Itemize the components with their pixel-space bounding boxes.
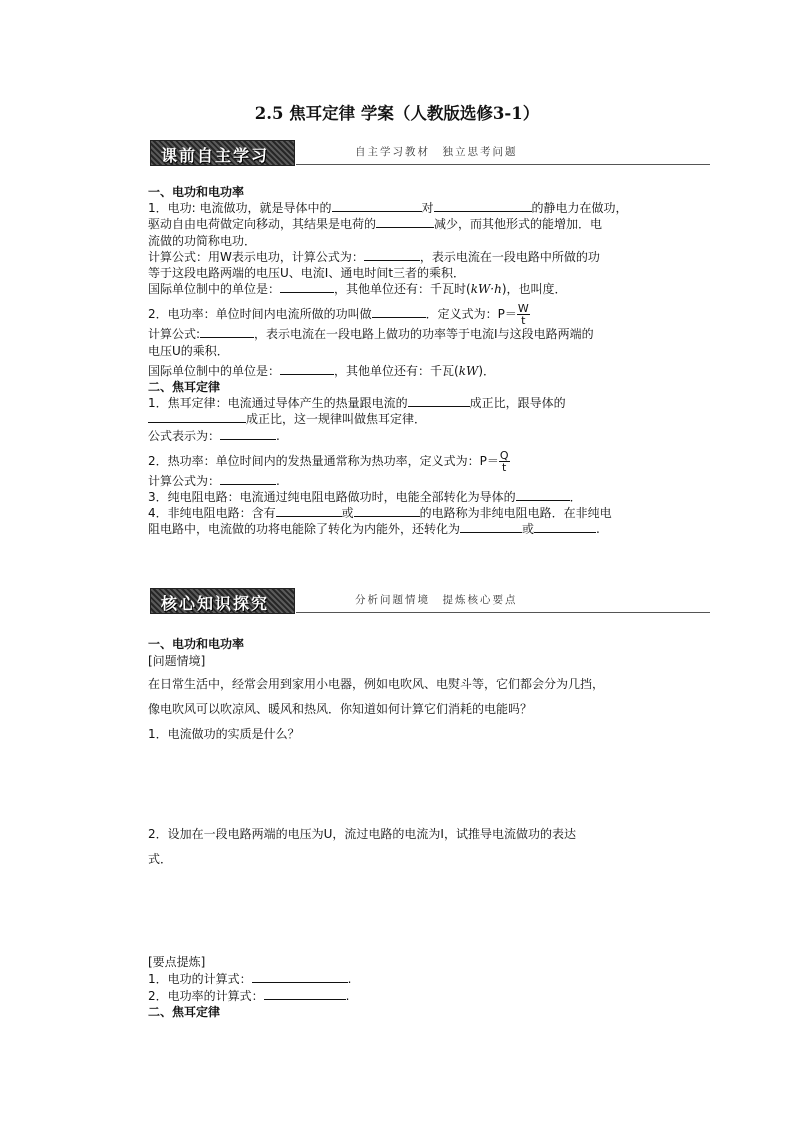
blank-field[interactable] xyxy=(372,306,426,318)
blank-field[interactable] xyxy=(276,505,342,517)
text-line: 阻电路中，电流做的功将电能除了转化为内能外，还转化为 或 . xyxy=(148,522,600,537)
blank-field[interactable] xyxy=(460,521,522,533)
blank-field[interactable] xyxy=(434,200,532,212)
section-heading: 二、焦耳定律 xyxy=(148,380,221,395)
text-line: 流做的功简称电功． xyxy=(148,233,257,248)
text-line: 1．焦耳定律：电流通过导体产生的热量跟电流的 成正比，跟导体的 xyxy=(148,396,566,411)
text-line: 国际单位制中的单位是： ，其他单位还有：千瓦(kW)． xyxy=(148,363,495,378)
section-heading: 一、电功和电功率 xyxy=(148,637,245,651)
blank-field[interactable] xyxy=(332,200,422,212)
blank-field[interactable] xyxy=(408,395,470,407)
problem-text xyxy=(148,672,688,747)
text-line: 国际单位制中的单位是： ，其他单位还有：千瓦时(kW·h)，也叫度． xyxy=(148,282,567,297)
text-line: 计算公式：用W表示电功，计算公式为： ，表示电流在一段电路中所做的功 xyxy=(148,249,600,264)
text-line: 计算公式: ，表示电流在一段电路上做功的功率等于电流I与这段电路两端的 xyxy=(148,327,594,342)
question-2: 2．设加在一段电路两端的电压为U，流过电路的电流为I，试推导电流做功的表达 xyxy=(148,827,576,841)
banner-subtitle: 分析问题情境 提炼核心要点 xyxy=(355,594,518,606)
blank-field[interactable] xyxy=(280,363,334,375)
text-line: 3．纯电阻电路：电流通过纯电阻电路做功时，电能全部转化为导体的 ． xyxy=(148,490,582,505)
problem-tag: [问题情境] xyxy=(148,653,206,668)
text-line: 像电吹风可以吹凉风、暖风和热风．你知道如何计算它们消耗的电能吗？ xyxy=(148,702,533,716)
text-line: 驱动自由电荷做定向移动，其结果是电荷的 减少，而其他形式的能增加．电 xyxy=(148,217,603,232)
text-line: 2．电功率：单位时间内电流所做的功叫做 ．定义式为：P＝ $\frac{W}{t}$ xyxy=(148,302,529,328)
blank-field[interactable] xyxy=(264,988,346,1000)
text-line: 4．非纯电阻电路：含有 或 的电路称为非纯电阻电路．在非纯电 xyxy=(148,506,612,521)
blank-field[interactable] xyxy=(252,971,348,983)
text-line: 公式表示为： . xyxy=(148,428,280,443)
blank-field[interactable] xyxy=(220,473,276,485)
section-heading: 二、焦耳定律 xyxy=(148,1005,221,1020)
section-heading: 一、电功和电功率 xyxy=(148,185,245,199)
blank-field[interactable] xyxy=(516,489,570,501)
text-line: 1．电功的计算式： . xyxy=(148,971,352,986)
text-line: 式． xyxy=(148,852,173,866)
blank-field[interactable] xyxy=(534,521,596,533)
page-title: 2.5 焦耳定律 学案（人教版选修3-1） xyxy=(254,104,540,123)
blank-field[interactable] xyxy=(364,249,420,261)
text-line: 电压U的乘积． xyxy=(148,343,229,358)
banner-label-box xyxy=(150,588,295,614)
text-line: 等于这段电路两端的电压U、电流I、通电时间t三者的乘积． xyxy=(148,266,466,281)
question-2-block xyxy=(148,822,688,872)
blank-field[interactable] xyxy=(376,216,434,228)
blank-field[interactable] xyxy=(148,411,246,423)
key-points-tag: [要点提炼] xyxy=(148,955,206,969)
fraction-w-over-t: $\frac{W}{t}$ xyxy=(517,302,529,328)
section-banner-preview xyxy=(150,140,710,166)
text-line: 在日常生活中，经常会用到家用小电器，例如电吹风、电熨斗等，它们都会分为几挡， xyxy=(148,677,605,691)
question-1: 1．电流做功的实质是什么？ xyxy=(148,727,300,741)
banner-label-box xyxy=(150,140,295,166)
preview-section xyxy=(148,184,688,538)
blank-field[interactable] xyxy=(354,505,420,517)
banner-subtitle: 自主学习教材 独立思考问题 xyxy=(355,146,518,158)
core-section-heading-block xyxy=(148,636,688,670)
blank-field[interactable] xyxy=(220,428,276,440)
banner-label: 课前自主学习 xyxy=(161,146,270,165)
text-line: 计算公式为： . xyxy=(148,473,280,488)
text-line: 2．热功率：单位时间内的发热量通常称为热功率，定义式为：P＝ $\frac{Q}{t}$ xyxy=(148,448,509,474)
text-line: 1．电功: 电流做功，就是导体中的 对 的静电力在做功， xyxy=(148,201,628,216)
banner-rule xyxy=(296,164,710,165)
banner-rule xyxy=(296,612,710,613)
fraction-q-over-t: $\frac{Q}{t}$ xyxy=(499,448,509,474)
blank-field[interactable] xyxy=(280,281,334,293)
key-points-block xyxy=(148,954,688,1021)
blank-field[interactable] xyxy=(200,326,254,338)
text-line: 成正比，这一规律叫做焦耳定律． xyxy=(148,411,688,427)
banner-label: 核心知识探究 xyxy=(161,594,270,613)
text-line: 2．电功率的计算式： . xyxy=(148,988,350,1003)
section-banner-core xyxy=(150,588,710,614)
